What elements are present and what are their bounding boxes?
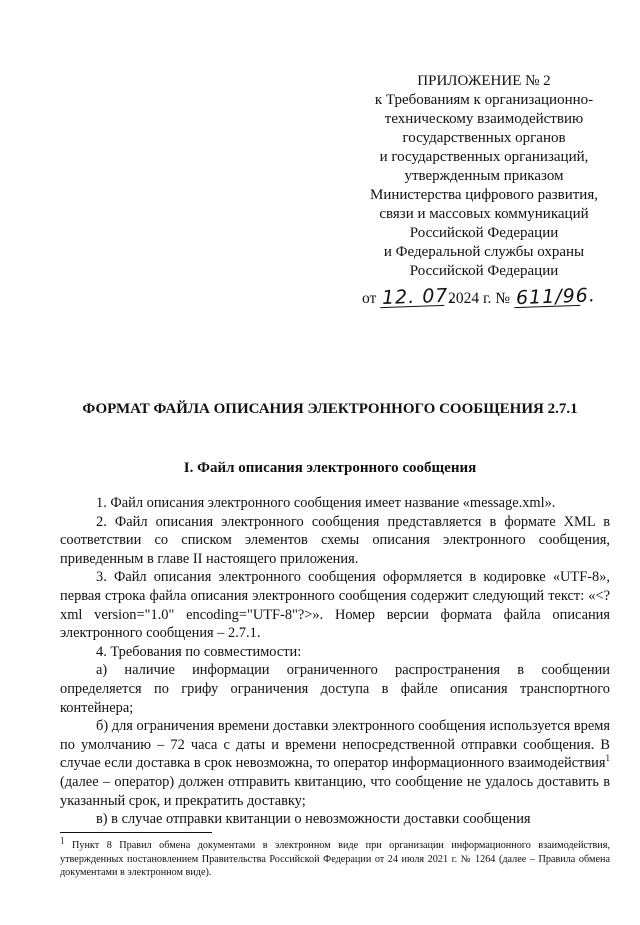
appendix-line: и Федеральной службы охраны [383,244,585,260]
appendix-line: ПРИЛОЖЕНИЕ № 2 [417,73,551,89]
paragraph-1: 1. Файл описания электронного сообщения имеет название «message.xml». [96,495,556,511]
order-reference [362,284,618,310]
order-year: 2024 г. № [448,290,511,307]
appendix-line: Российской Федерации [409,225,559,241]
paragraph-4: 4. Требования по совместимости: [96,643,302,660]
paragraph-4b-rest: (далее – оператор) должен отправить квитанцию, что сообщение не удалось доставить в указанный срок, и прекратить доставку; [60,773,610,809]
appendix-line: государственных органов [402,130,566,146]
document-body [60,494,610,829]
paragraph-3: 3. Файл описания электронного сообщения оформляется в кодировке «UTF-8», первая строка файла описания электронного сообщения содержит следующий текст: «<?xml version="1.0" encoding="UTF-8"?>». Номер версии формата файла описания электронного сообщения – 2.7.1. [60,569,610,642]
appendix-header [352,72,616,281]
paragraph-4b [60,717,610,810]
paragraph-4c: в) в случае отправки квитанции о невозможности доставки сообщения [96,811,531,828]
footnote-divider [60,832,212,833]
appendix-line: Министерства цифрового развития, [369,187,598,203]
appendix-line: и государственных организаций, [379,149,589,165]
document-title: ФОРМАТ ФАЙЛА ОПИСАНИЯ ЭЛЕКТРОННОГО СООБЩЕНИЯ 2.7.1 [82,401,578,417]
paragraph-2: 2. Файл описания электронного сообщения представляется в формате XML в соответствии со списком элементов схемы описания электронного сообщения, приведенным в главе II настоящего приложения. [60,513,610,567]
appendix-line: связи и массовых коммуникаций [379,206,589,222]
order-number-handwritten: 611/96. [515,284,597,310]
appendix-line: утвержденным приказом [404,168,564,184]
order-date-handwritten: 12. 07. [381,284,457,310]
paragraph-4a: а) наличие информации ограниченного распространения в сообщении определяется по грифу ограничения доступа в файле описания транспортного контейнера; [60,662,610,716]
footnote-ref[interactable]: 1 [605,753,610,764]
footnote [60,835,610,880]
appendix-line: Российской Федерации [409,263,559,279]
section-heading: I. Файл описания электронного сообщения [183,460,477,476]
appendix-line: к Требованиям к организационно- [374,92,594,108]
appendix-line: техническому взаимодействию [384,111,584,127]
paragraph-4b-text: б) для ограничения времени доставки электронного сообщения используется время по умолчанию – 72 часа с даты и времени непосредственной отправки сообщения. В случае если доставка в срок невозможна, то оператор информационного взаимодействия [60,718,610,772]
footnote-mark: 1 [60,835,65,846]
order-prefix: от [362,290,377,307]
footnote-text: Пункт 8 Правил обмена документами в электронном виде при организации информационного взаимодействия, утвержденных постановлением Правительства Российской Федерации от 24 июля 2021 г. № 1264 (далее – Правила обмена документами в электронном виде). [60,840,610,878]
